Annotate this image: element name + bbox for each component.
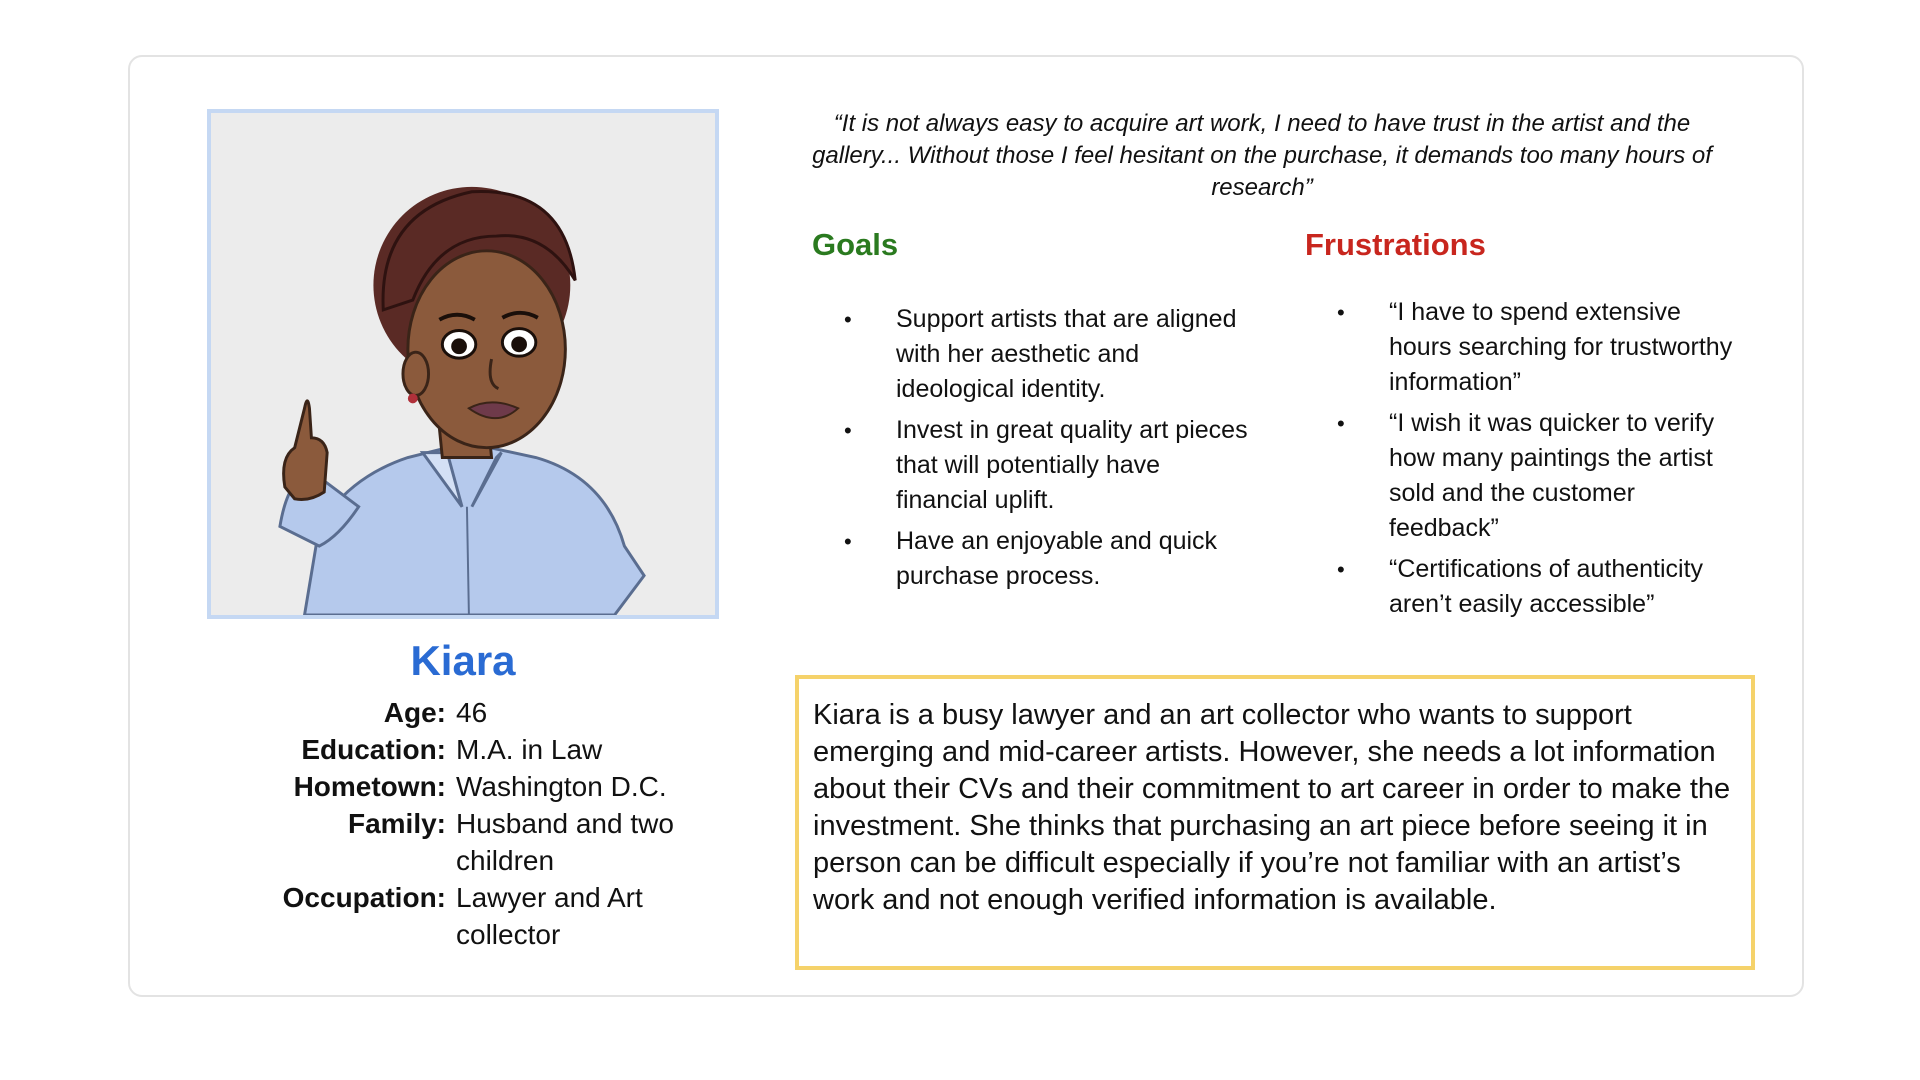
persona-name: Kiara — [410, 637, 516, 684]
frustration-item — [1337, 406, 1749, 546]
fact-value: Husband and two children — [456, 808, 674, 876]
frustration-item — [1337, 552, 1749, 622]
fact-label: Hometown: — [293, 771, 446, 802]
fact-label: Education: — [301, 734, 446, 765]
persona-bio: Kiara is a busy lawyer and an art collector who wants to support emerging and mid-career artists. However, she needs a lot information about their CVs and their commitment to art career in order to make the investment. She thinks that purchasing an art piece before seeing it in person can be difficult especially if you’re not familiar with an artist’s work and not enough verified information is available. — [795, 675, 1755, 970]
bullet-icon: • — [844, 307, 852, 332]
goal-item — [844, 413, 1256, 518]
fact-value: Lawyer and Art collector — [456, 882, 643, 950]
goals-heading: Goals — [812, 227, 899, 262]
cartoon-woman-illustration — [211, 113, 715, 615]
fact-age — [220, 694, 740, 731]
frustration-text: “I have to spend extensive hours searching for trustworthy information” — [1389, 298, 1733, 396]
goal-item — [844, 302, 1256, 407]
goal-text: Support artists that are aligned with her aesthetic and ideological identity. — [896, 305, 1237, 403]
fact-family — [220, 805, 740, 879]
fact-value: Washington D.C. — [456, 771, 667, 802]
fact-education — [220, 731, 740, 768]
fact-value: 46 — [456, 697, 488, 728]
fact-hometown — [220, 768, 740, 805]
persona-quote: “It is not always easy to acquire art work, I need to have trust in the artist and the gallery... Without those I feel hesitant on the purchase, it demands too many hours of research” — [812, 110, 1712, 201]
fact-label: Occupation: — [282, 882, 446, 913]
bullet-icon: • — [844, 418, 852, 443]
goal-text: Have an enjoyable and quick purchase process. — [896, 527, 1218, 590]
goal-text: Invest in great quality art pieces that will potentially have financial uplift. — [896, 416, 1248, 514]
goal-item — [844, 524, 1256, 594]
fact-occupation — [220, 879, 740, 953]
bullet-icon: • — [844, 529, 852, 554]
fact-label: Age: — [383, 697, 446, 728]
frustration-text: “I wish it was quicker to verify how many paintings the artist sold and the customer feedback” — [1389, 409, 1715, 542]
persona-avatar — [207, 109, 719, 619]
bullet-icon: • — [1337, 557, 1345, 582]
fact-label: Family: — [347, 808, 446, 839]
frustrations-heading: Frustrations — [1305, 227, 1486, 262]
fact-value: M.A. in Law — [456, 734, 603, 765]
frustrations-list — [1337, 295, 1749, 628]
bullet-icon: • — [1337, 411, 1345, 436]
bullet-icon: • — [1337, 300, 1345, 325]
frustration-item — [1337, 295, 1749, 400]
frustration-text: “Certifications of authenticity aren’t easily accessible” — [1389, 555, 1704, 618]
goals-list — [844, 302, 1256, 600]
persona-facts — [220, 694, 740, 953]
